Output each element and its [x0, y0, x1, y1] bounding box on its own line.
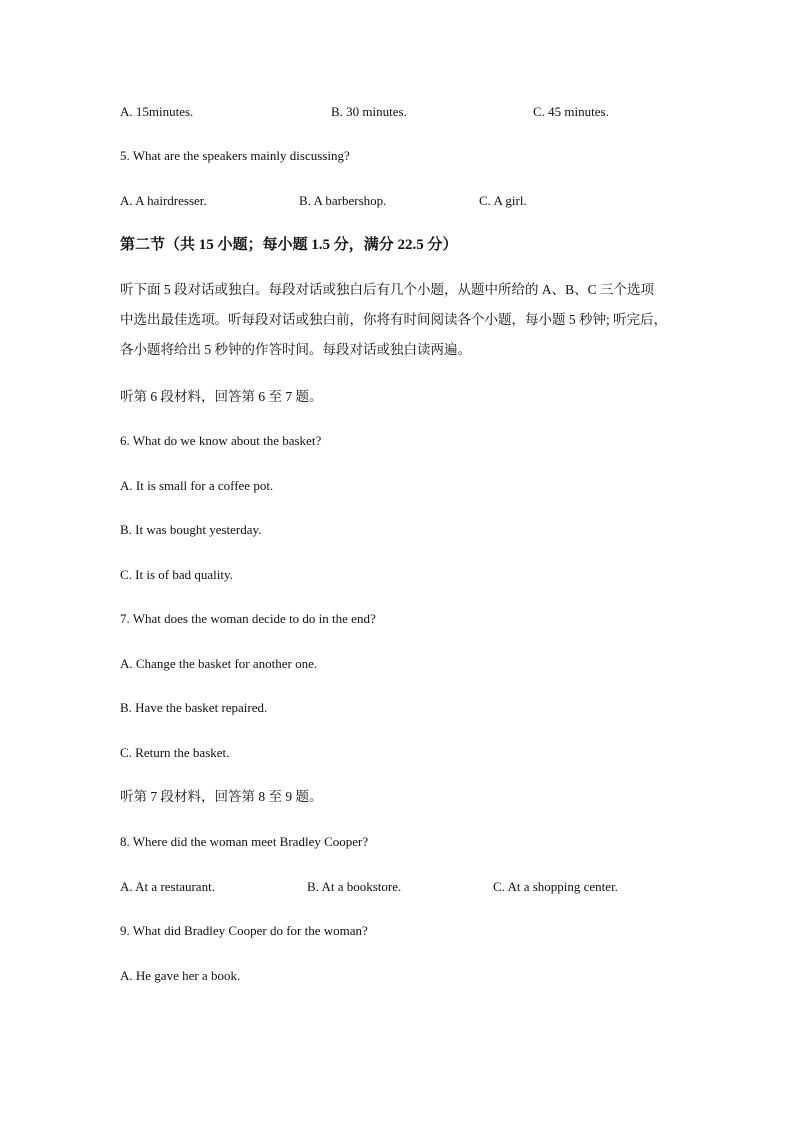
q6-question: 6. What do we know about the basket?: [120, 433, 322, 448]
q7-option-b: B. Have the basket repaired.: [120, 700, 268, 715]
q9-question: 9. What did Bradley Cooper do for the woman?: [120, 923, 368, 938]
q5-option-a: A. A hairdresser.: [120, 193, 207, 208]
q4-option-a: A. 15minutes.: [120, 104, 194, 119]
instruction-line: 中选出最佳选项。听每段对话或独白前，你将有时间阅读各个小题，每小题 5 秒钟; 听完后，: [120, 312, 668, 327]
q5-option-c: C. A girl.: [479, 193, 527, 208]
instruction-line: 各小题将给出 5 秒钟的作答时间。每段对话或独白读两遍。: [120, 342, 471, 357]
q4-option-c: C. 45 minutes.: [533, 104, 609, 119]
q5-question: 5. What are the speakers mainly discussing?: [120, 148, 350, 163]
q4-option-b: B. 30 minutes.: [331, 104, 407, 119]
q5-option-b: B. A barbershop.: [299, 193, 387, 208]
section-instructions: [120, 275, 680, 365]
q6-option-c: C. It is of bad quality.: [120, 567, 233, 582]
q6-option-b: B. It was bought yesterday.: [120, 522, 262, 537]
q7-question: 7. What does the woman decide to do in the end?: [120, 611, 376, 626]
q8-option-a: A. At a restaurant.: [120, 879, 215, 894]
section-heading: 第二节（共 15 小题；每小题 1.5 分，满分 22.5 分）: [120, 237, 458, 253]
q7-option-c: C. Return the basket.: [120, 745, 230, 760]
q9-option-a: A. He gave her a book.: [120, 968, 241, 983]
passage-7-instruction: 听第 7 段材料，回答第 8 至 9 题。: [120, 789, 323, 804]
q8-option-c: C. At a shopping center.: [493, 879, 618, 894]
instruction-line: 听下面 5 段对话或独白。每段对话或独白后有几个小题，从题中所给的 A、B、C 三个选项: [120, 282, 655, 297]
q7-option-a: A. Change the basket for another one.: [120, 656, 318, 671]
q8-option-b: B. At a bookstore.: [307, 879, 402, 894]
q8-question: 8. Where did the woman meet Bradley Cooper?: [120, 834, 369, 849]
passage-6-instruction: 听第 6 段材料，回答第 6 至 7 题。: [120, 389, 323, 404]
q6-option-a: A. It is small for a coffee pot.: [120, 478, 274, 493]
